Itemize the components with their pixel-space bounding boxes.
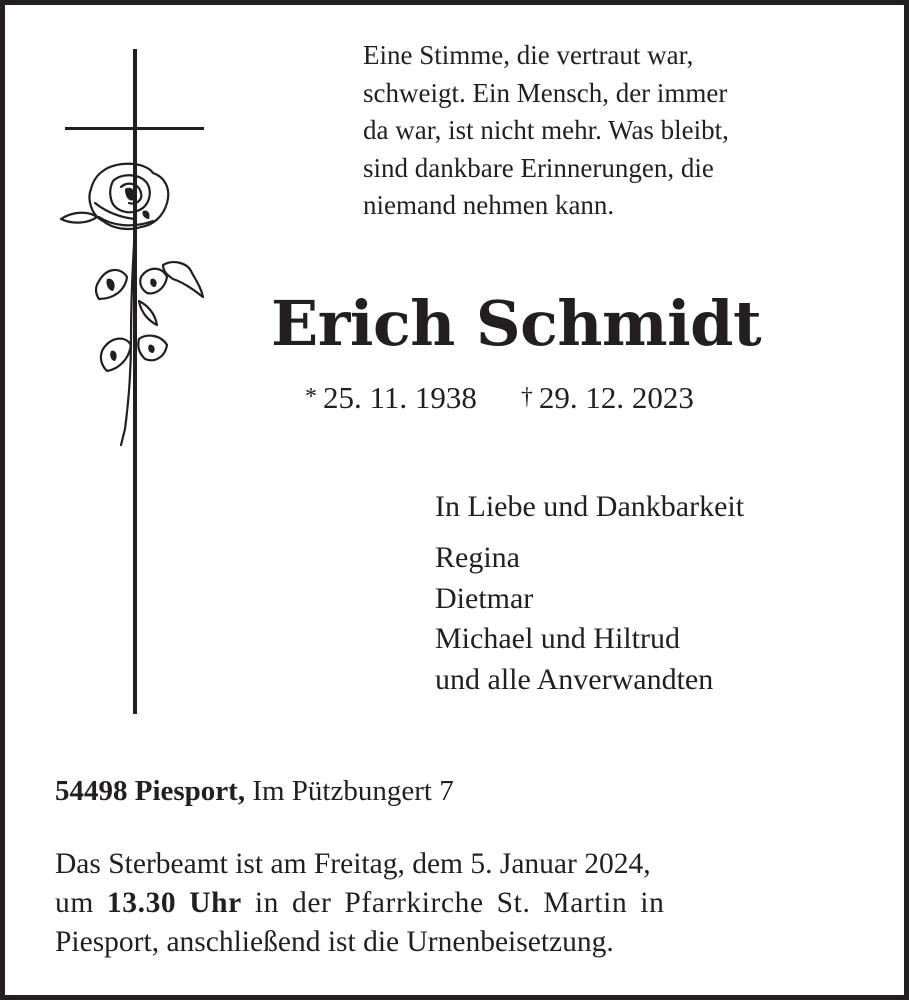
poem-line: schweigt. Ein Mensch, der immer	[363, 77, 728, 108]
service-text: um	[55, 887, 94, 919]
service-time: 13.30 Uhr	[106, 887, 242, 919]
poem-line: sind dankbare Erinnerungen, die	[363, 152, 714, 183]
funeral-service-info	[55, 845, 875, 962]
service-line: Das Sterbeamt ist am Freitag, dem 5. Januar 2024,	[55, 848, 651, 880]
service-line	[55, 884, 875, 923]
mourner-name: Dietmar	[435, 581, 534, 615]
service-line: Piesport, anschließend ist die Urnenbeisetzung.	[55, 926, 614, 958]
mourners-intro: In Liebe und Dankbarkeit	[435, 490, 745, 523]
rose-icon	[55, 159, 215, 449]
poem-line: niemand nehmen kann.	[363, 190, 615, 220]
cross-horizontal-beam	[65, 127, 204, 130]
birth-star-icon: *	[305, 384, 317, 410]
poem-line: Eine Stimme, die vertraut war,	[363, 40, 694, 70]
address-city: 54498 Piesport,	[55, 775, 246, 807]
mourner-name: Regina	[435, 541, 520, 574]
mourners-block	[435, 487, 875, 700]
service-text: in der Pfarrkirche St. Martin in	[254, 887, 665, 919]
death-date: 29. 12. 2023	[538, 380, 694, 415]
memorial-poem	[363, 37, 883, 225]
address-street: Im Pützbungert 7	[252, 775, 454, 807]
mourner-name: Michael und Hiltrud	[435, 622, 680, 655]
poem-line: da war, ist nicht mehr. Was bleibt,	[363, 115, 729, 145]
cross-with-rose-icon	[55, 49, 215, 717]
birth-date: 25. 11. 1938	[323, 380, 477, 415]
family-address	[55, 771, 875, 811]
life-dates	[305, 377, 805, 422]
death-dagger-icon: †	[520, 384, 533, 410]
deceased-name: Erich Schmidt	[271, 287, 762, 360]
mourner-name: und alle Anverwandten	[435, 662, 714, 696]
